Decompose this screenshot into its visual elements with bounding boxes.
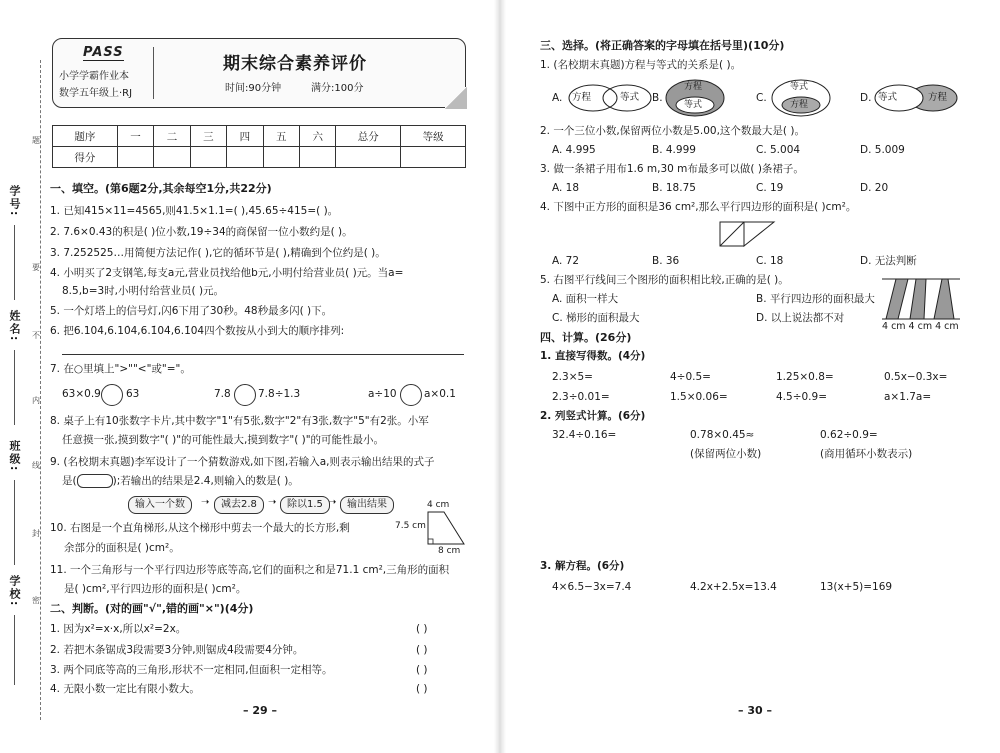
shape-dims: 4 cm 4 cm 4 cm: [882, 321, 959, 332]
number-label: 学号:: [8, 185, 21, 218]
score-input[interactable]: [227, 147, 263, 168]
page-number: – 30 –: [738, 704, 772, 717]
judge-item: 4. 无限小数一定比有限小数大。: [50, 683, 200, 695]
score-table: [52, 125, 466, 168]
question-q9b: [62, 474, 299, 488]
question: 5. 右图平行线间三个图形的面积相比较,正确的是( )。: [540, 274, 789, 286]
option[interactable]: A. 18: [552, 182, 580, 194]
score-cell: 三: [190, 126, 226, 147]
section3-heading: 三、选择。(将正确答案的字母填在括号里)(10分): [540, 39, 785, 52]
pass-logo: PASS: [83, 45, 124, 60]
option[interactable]: C. 18: [756, 255, 784, 267]
question: 是( )cm²,平行四边形的面积是( )cm²。: [64, 583, 247, 595]
arrow-icon: ➝: [201, 497, 210, 508]
page-number: – 29 –: [243, 704, 277, 717]
judge-paren[interactable]: ( ): [416, 664, 428, 676]
answer-line[interactable]: [62, 354, 464, 355]
parallel-shapes-diagram: [882, 277, 960, 321]
name-line: [14, 350, 15, 425]
calc-item: a×1.7a=: [884, 391, 932, 403]
q9b-post: );若输出的结果是2.4,则输入的数是( )。: [112, 475, 299, 487]
question: 2. 一个三位小数,保留两位小数是5.00,这个数最大是( )。: [540, 125, 805, 137]
question: 8.5,b=3时,小明付给营业员( )元。: [62, 285, 225, 297]
score-cell: 六: [299, 126, 335, 147]
seal-char: 内: [32, 396, 40, 405]
page-curl: [445, 87, 467, 109]
judge-paren[interactable]: ( ): [416, 623, 428, 635]
section1-heading: 一、填空。(第6题2分,其余每空1分,共22分): [50, 182, 272, 195]
question: 10. 右图是一个直角梯形,从这个梯形中剪去一个最大的长方形,剩: [50, 522, 350, 534]
question: 4. 小明买了2支钢笔,每支a元,营业员找给他b元,小明付给营业员( )元。当a=: [50, 267, 404, 279]
seal-char: 封: [32, 529, 40, 538]
compare-right: 63: [126, 388, 140, 400]
part-heading: 1. 直接写得数。(4分): [540, 350, 646, 362]
class-label: 班级:: [8, 440, 21, 473]
score-input[interactable]: [263, 147, 299, 168]
venn-text: 等式: [684, 100, 703, 110]
right-page: [500, 0, 1000, 753]
seal-line: [40, 60, 41, 720]
question: 9. (名校期末真题)李军设计了一个猜数游戏,如下图,若输入a,则表示输出结果的式子: [50, 456, 435, 468]
class-line: [14, 480, 15, 565]
seal-char: 要: [32, 263, 40, 272]
score-input[interactable]: [401, 147, 466, 168]
calc-note: (保留两位小数): [690, 448, 762, 460]
venn-text: 等式: [790, 82, 809, 92]
option[interactable]: B. 36: [652, 255, 680, 267]
question: 余部分的面积是( )cm²。: [64, 542, 180, 554]
option[interactable]: B. 18.75: [652, 182, 696, 194]
option[interactable]: D. 5.009: [860, 144, 905, 156]
calc-note: (商用循环小数表示): [820, 448, 913, 460]
option[interactable]: D. 以上说法都不对: [756, 312, 845, 324]
arrow-icon: ➝: [328, 497, 337, 508]
question: 11. 一个三角形与一个平行四边形等底等高,它们的面积之和是71.1 cm²,三角形的面积: [50, 564, 450, 576]
compare-circle[interactable]: [234, 384, 256, 406]
equation: 13(x+5)=169: [820, 581, 893, 593]
exam-title: 期末综合素养评价: [223, 54, 367, 74]
flow-input: 输入一个数: [128, 496, 192, 514]
question: 2. 7.6×0.43的积是( )位小数,19÷34的商保留一位小数约是( )。: [50, 226, 353, 238]
option[interactable]: A. 4.995: [552, 144, 596, 156]
question: 任意摸一张,摸到数字"( )"的可能性最大,摸到数字"( )"的可能性最小。: [62, 434, 385, 446]
seal-char: 不: [32, 331, 40, 340]
arrow-icon: ➝: [268, 497, 277, 508]
venn-text: 等式: [620, 92, 640, 103]
number-line: [14, 225, 15, 300]
exam-time: 时间:90分钟: [225, 83, 282, 94]
question: 1. 已知415×11=4565,则41.5×1.1=( ),45.65÷415=( )。: [50, 205, 339, 217]
equation: 4.2x+2.5x=13.4: [690, 581, 777, 593]
trapezoid-diagram: [426, 510, 466, 546]
compare-right: 7.8÷1.3: [258, 388, 301, 400]
option[interactable]: B. 4.999: [652, 144, 696, 156]
equation: 4×6.5−3x=7.4: [552, 581, 632, 593]
question: 1. (名校期末真题)方程与等式的关系是( )。: [540, 59, 742, 71]
judge-paren[interactable]: ( ): [416, 644, 428, 656]
score-cell: 五: [263, 126, 299, 147]
calc-item: 4.5÷0.9=: [776, 391, 827, 403]
compare-left: 7.8: [214, 388, 231, 400]
score-cell: 总分: [336, 126, 401, 147]
compare-left: 63×0.9: [62, 388, 101, 400]
calc-item: 0.5x−0.3x=: [884, 371, 948, 383]
option[interactable]: C. 19: [756, 182, 784, 194]
vertical-calc: 32.4÷0.16=: [552, 429, 617, 441]
venn-text: 方程: [684, 82, 703, 92]
judge-paren[interactable]: ( ): [416, 683, 428, 695]
score-input[interactable]: [190, 147, 226, 168]
question: 8. 桌子上有10张数字卡片,其中数字"1"有5张,数字"2"有3张,数字"5"有2张。小军: [50, 415, 429, 427]
judge-item: 2. 若把木条锯成3段需要3分钟,则锯成4段需要4分钟。: [50, 644, 304, 656]
part-heading: 3. 解方程。(6分): [540, 560, 625, 572]
calc-item: 2.3÷0.01=: [552, 391, 610, 403]
compare-left: a÷10: [368, 388, 397, 400]
square-parallelogram-diagram: [718, 220, 778, 248]
grade-label: 数学五年级上·RJ: [59, 88, 133, 99]
option-label[interactable]: D.: [860, 92, 872, 104]
question: 7. 在○里填上">""<"或"="。: [50, 363, 191, 375]
venn-text: 方程: [928, 92, 948, 103]
compare-circle[interactable]: [101, 384, 123, 406]
vertical-calc: 0.78×0.45≈: [690, 429, 755, 441]
option[interactable]: A. 面积一样大: [552, 293, 619, 305]
judge-item: 1. 因为x²=x·x,所以x²=2x。: [50, 623, 187, 635]
calc-item: 4÷0.5=: [670, 371, 711, 383]
vertical-calc: 0.62÷0.9=: [820, 429, 878, 441]
trap-height-label: 7.5 cm: [395, 521, 426, 531]
option-label[interactable]: A.: [552, 92, 563, 104]
school-line: [14, 615, 15, 685]
venn-text: 方程: [790, 100, 809, 110]
flow-divide: 除以1.5: [280, 496, 330, 514]
q9b-pre: 是(: [62, 475, 77, 487]
option-label[interactable]: C.: [756, 92, 767, 104]
school-label: 学校:: [8, 575, 21, 608]
score-cell: 等级: [401, 126, 466, 147]
answer-blank[interactable]: [77, 474, 113, 488]
section4-heading: 四、计算。(26分): [540, 331, 632, 344]
question: 4. 下图中正方形的面积是36 cm²,那么平行四边形的面积是( )cm²。: [540, 201, 857, 213]
venn-text: 方程: [572, 92, 592, 103]
option-label[interactable]: B.: [652, 92, 663, 104]
option[interactable]: D. 无法判断: [860, 255, 917, 267]
judge-item: 3. 两个同底等高的三角形,形状不一定相同,但面积一定相等。: [50, 664, 333, 676]
calc-item: 2.3×5=: [552, 371, 593, 383]
score-cell: 二: [154, 126, 190, 147]
flow-output: 输出结果: [340, 496, 394, 514]
option[interactable]: A. 72: [552, 255, 580, 267]
option[interactable]: D. 20: [860, 182, 889, 194]
score-input[interactable]: [299, 147, 335, 168]
venn-text: 等式: [878, 92, 898, 103]
score-cell: 题序: [53, 126, 118, 147]
question: 3. 做一条裙子用布1.6 m,30 m布最多可以做( )条裙子。: [540, 163, 804, 175]
calc-item: 1.5×0.06=: [670, 391, 728, 403]
flow-subtract: 减去2.8: [214, 496, 264, 514]
series-name: 小学学霸作业本: [59, 71, 129, 82]
option[interactable]: C. 梯形的面积最大: [552, 312, 640, 324]
question: 3. 7.252525…用简便方法记作( ),它的循环节是( ),精确到个位约是( )。: [50, 247, 386, 259]
option[interactable]: B. 平行四边形的面积最大: [756, 293, 875, 305]
score-cell: 四: [227, 126, 263, 147]
part-heading: 2. 列竖式计算。(6分): [540, 410, 646, 422]
calc-item: 1.25×0.8=: [776, 371, 834, 383]
name-label: 姓名:: [8, 310, 21, 343]
score-cell: 得分: [53, 147, 118, 168]
score-cell: 一: [117, 126, 153, 147]
question: 6. 把6.104,6.10̇4,6.1̇04̇,6.1̇04四个数按从小到大的顺序排列:: [50, 325, 345, 337]
trap-bottom-label: 8 cm: [438, 546, 461, 556]
header-divider: [153, 47, 154, 99]
score-input[interactable]: [117, 147, 153, 168]
section2-heading: 二、判断。(对的画"√",错的画"×")(4分): [50, 602, 254, 615]
exam-score: 满分:100分: [311, 83, 364, 94]
seal-char: 题: [32, 136, 40, 145]
seal-char: 密: [32, 596, 40, 605]
trap-top-label: 4 cm: [427, 500, 450, 510]
question: 5. 一个灯塔上的信号灯,闪6下用了30秒。48秒最多闪( )下。: [50, 305, 333, 317]
compare-circle[interactable]: [400, 384, 422, 406]
seal-char: 线: [32, 461, 40, 470]
score-input[interactable]: [154, 147, 190, 168]
option[interactable]: C. 5.004: [756, 144, 801, 156]
score-input[interactable]: [336, 147, 401, 168]
exam-header: [52, 38, 466, 108]
compare-right: a×0.1: [424, 388, 456, 400]
